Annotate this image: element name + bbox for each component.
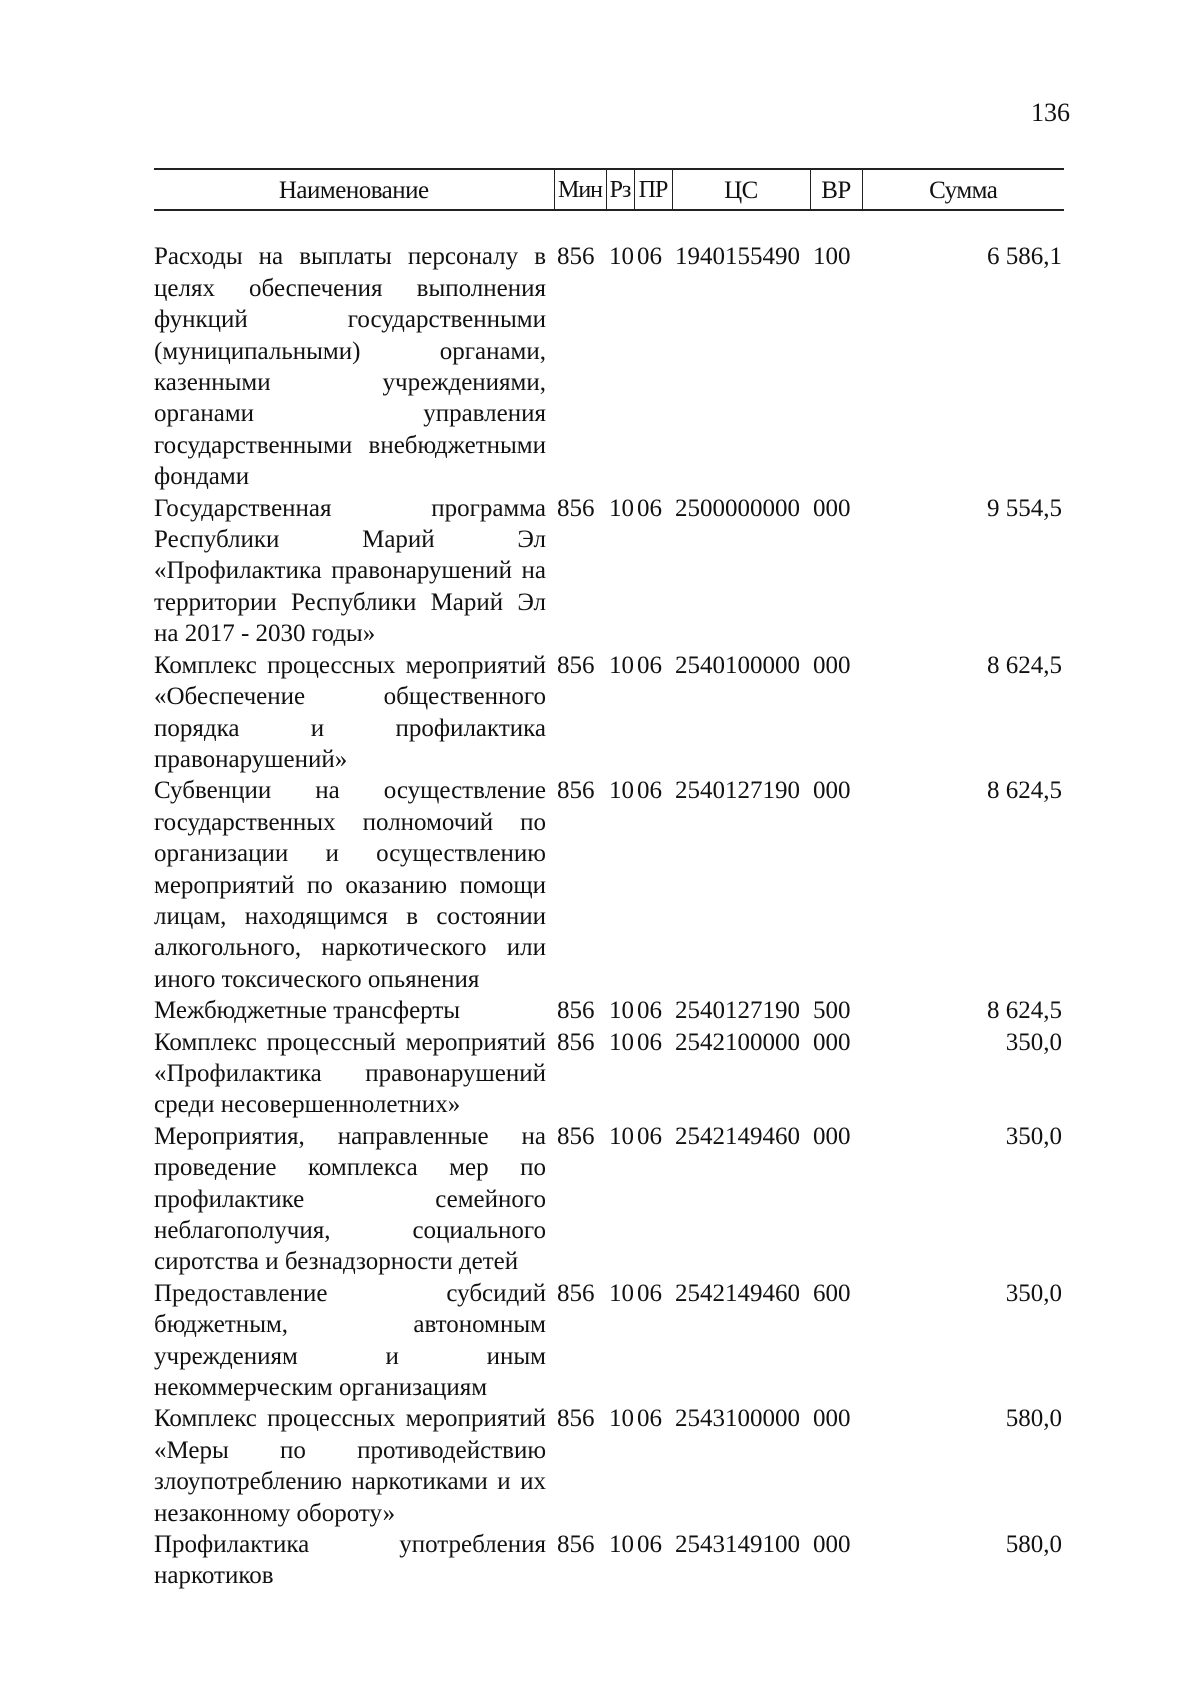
row-sum: 580,0 — [1005, 1531, 1062, 1559]
row-sum: 350,0 — [1005, 1279, 1062, 1307]
row-cs: 2540100000 — [675, 651, 800, 679]
row-name: Профилактика употребления наркотиков — [154, 1531, 546, 1590]
row-pr: 06 — [637, 1531, 662, 1559]
row-cs: 2540127190 — [675, 777, 800, 805]
row-cs: 2542100000 — [675, 1028, 800, 1056]
row-rz: 10 — [609, 997, 634, 1025]
row-name: Расходы на выплаты персоналу в целях обеспечения выполнения функций государственными (муниципальными) органами, казенными учреждениями, органами управления государственными внебюджетными фондами — [154, 243, 546, 491]
row-min: 856 — [557, 494, 595, 522]
page-number: 136 — [1031, 98, 1070, 127]
row-cs: 1940155490 — [675, 243, 800, 271]
row-name: Межбюджетные трансферты — [154, 997, 461, 1025]
row-rz: 10 — [609, 243, 634, 271]
row-pr: 06 — [637, 1028, 662, 1056]
row-vr: 000 — [813, 1531, 851, 1559]
column-header-pr: ПР — [634, 169, 672, 210]
budget-table — [154, 168, 1064, 1592]
row-min: 856 — [557, 651, 595, 679]
table-row — [154, 995, 1064, 1026]
row-rz: 10 — [609, 494, 634, 522]
row-vr: 000 — [813, 1405, 851, 1433]
row-vr: 600 — [813, 1279, 851, 1307]
column-header-cs: ЦС — [672, 169, 810, 210]
row-rz: 10 — [609, 777, 634, 805]
row-cs: 2543100000 — [675, 1405, 800, 1433]
row-name: Предоставление субсидий бюджетным, автономным учреждениям и иным некоммерческим организациям — [154, 1279, 546, 1402]
row-vr: 000 — [813, 494, 851, 522]
row-rz: 10 — [609, 1405, 634, 1433]
row-pr: 06 — [637, 1122, 662, 1150]
table-row — [154, 775, 1064, 995]
row-vr: 100 — [813, 243, 851, 271]
row-cs: 2543149100 — [675, 1531, 800, 1559]
row-vr: 000 — [813, 1122, 851, 1150]
row-min: 856 — [557, 997, 595, 1025]
table-row — [154, 1027, 1064, 1121]
row-vr: 500 — [813, 997, 851, 1025]
row-pr: 06 — [637, 997, 662, 1025]
row-name: Государственная программа Республики Марий Эл «Профилактика правонарушений на территории Республики Марий Эл на 2017 - 2030 годы» — [154, 494, 546, 648]
row-vr: 000 — [813, 777, 851, 805]
table-header-row — [154, 169, 1064, 210]
row-name: Комплекс процессных мероприятий «Меры по противодействию злоупотреблению наркотиками и их незаконному обороту» — [154, 1405, 546, 1527]
row-pr: 06 — [637, 777, 662, 805]
row-min: 856 — [557, 243, 595, 271]
row-rz: 10 — [609, 651, 634, 679]
row-cs: 2540127190 — [675, 997, 800, 1025]
row-rz: 10 — [609, 1531, 634, 1559]
row-vr: 000 — [813, 651, 851, 679]
row-rz: 10 — [609, 1122, 634, 1150]
row-vr: 000 — [813, 1028, 851, 1056]
table-row — [154, 493, 1064, 650]
row-sum: 350,0 — [1005, 1028, 1062, 1056]
row-sum: 350,0 — [1005, 1122, 1062, 1150]
row-min: 856 — [557, 1028, 595, 1056]
row-pr: 06 — [637, 1279, 662, 1307]
row-min: 856 — [557, 1279, 595, 1307]
column-header-name: Наименование — [154, 169, 554, 210]
column-header-vr: ВР — [810, 169, 862, 210]
row-sum: 8 624,5 — [987, 651, 1062, 679]
row-sum: 6 586,1 — [987, 243, 1062, 271]
row-rz: 10 — [609, 1028, 634, 1056]
table-row — [154, 650, 1064, 776]
row-name: Комплекс процессных мероприятий «Обеспечение общественного порядка и профилактика правонарушений» — [154, 651, 546, 773]
row-cs: 2500000000 — [675, 494, 800, 522]
table-row — [154, 1403, 1064, 1529]
row-name: Комплекс процессный мероприятий «Профилактика правонарушений среди несовершеннолетних» — [154, 1028, 546, 1119]
row-min: 856 — [557, 1531, 595, 1559]
table-row — [154, 1121, 1064, 1278]
row-pr: 06 — [637, 494, 662, 522]
column-header-min: Мин — [554, 169, 606, 210]
column-header-sum: Сумма — [862, 169, 1064, 210]
row-sum: 8 624,5 — [987, 997, 1062, 1025]
row-sum: 580,0 — [1005, 1405, 1062, 1433]
table-row — [154, 241, 1064, 492]
table-row — [154, 1529, 1064, 1592]
row-sum: 8 624,5 — [987, 777, 1062, 805]
row-min: 856 — [557, 1405, 595, 1433]
row-min: 856 — [557, 777, 595, 805]
row-pr: 06 — [637, 1405, 662, 1433]
row-pr: 06 — [637, 651, 662, 679]
row-name: Субвенции на осуществление государственных полномочий по организации и осуществлению мероприятий по оказанию помощи лицам, находящимся в состоянии алкогольного, наркотического или иного токсического опьянения — [154, 777, 546, 993]
table-row — [154, 1278, 1064, 1404]
row-rz: 10 — [609, 1279, 634, 1307]
row-cs: 2542149460 — [675, 1279, 800, 1307]
row-min: 856 — [557, 1122, 595, 1150]
header-spacer — [154, 210, 1064, 241]
row-sum: 9 554,5 — [987, 494, 1062, 522]
column-header-rz: Рз — [606, 169, 634, 210]
row-name: Мероприятия, направленные на проведение комплекса мер по профилактике семейного неблагополучия, социального сиротства и безнадзорности детей — [154, 1122, 546, 1276]
row-pr: 06 — [637, 243, 662, 271]
row-cs: 2542149460 — [675, 1122, 800, 1150]
